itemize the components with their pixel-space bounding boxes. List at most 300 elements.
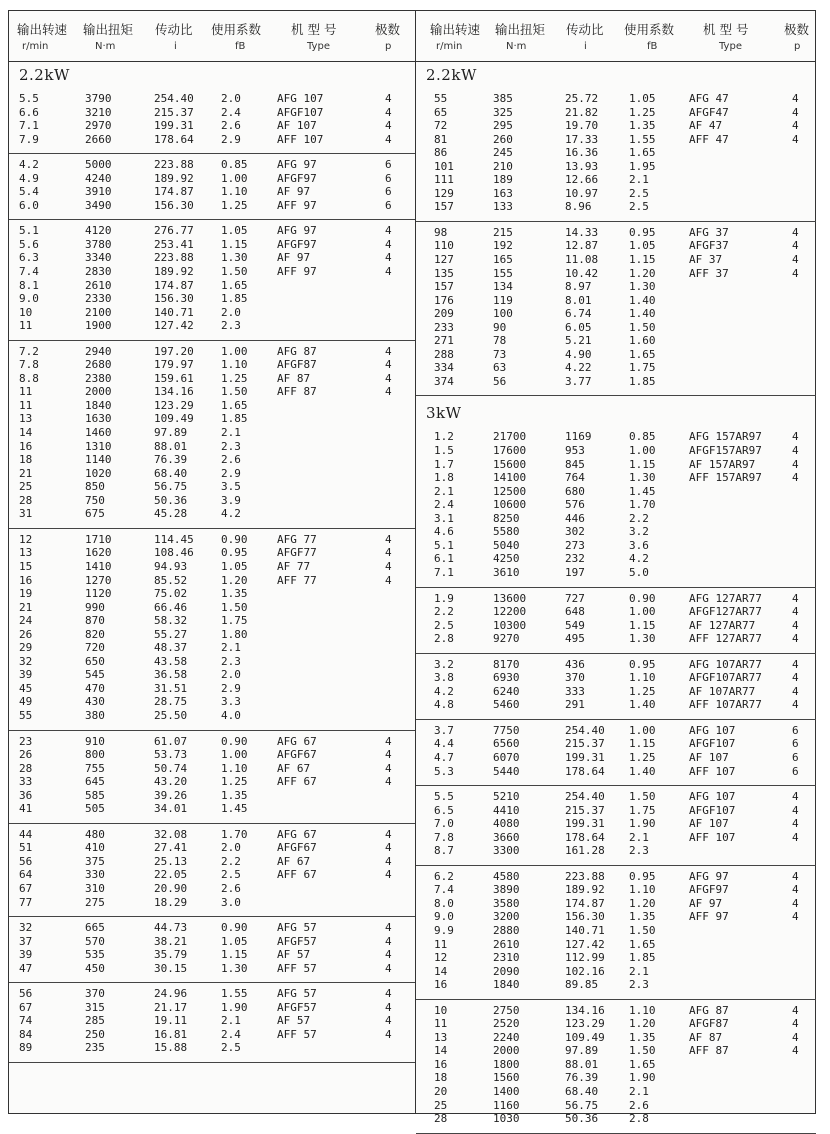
factor-cell: 2.9 [221, 466, 241, 480]
ratio-cell: 127.42 [565, 937, 605, 951]
torque-cell: 990 [85, 600, 105, 614]
ratio-cell: 94.93 [154, 559, 188, 573]
factor-cell: 1.20 [629, 266, 656, 280]
factor-cell: 0.90 [221, 921, 248, 935]
ratio-cell: 6.05 [565, 320, 592, 334]
torque-cell: 4120 [85, 224, 112, 238]
table-row [9, 655, 415, 669]
torque-cell: 2330 [85, 292, 112, 306]
table-row [9, 735, 415, 749]
factor-cell: 1.35 [629, 1030, 656, 1044]
speed-cell: 6.6 [19, 105, 39, 119]
speed-cell: 127 [434, 253, 454, 267]
table-row [9, 628, 415, 642]
type-cell: AFG 107AR77 [689, 657, 762, 671]
speed-cell: 9.9 [434, 923, 454, 937]
factor-cell: 1.15 [221, 237, 248, 251]
ratio-cell: 22.05 [154, 868, 188, 882]
table-row [9, 507, 415, 521]
table-row [9, 453, 415, 467]
ratio-cell: 16.36 [565, 146, 599, 160]
type-cell: AF 107AR77 [689, 684, 756, 698]
ratio-cell: 370 [565, 671, 585, 685]
factor-cell: 2.1 [629, 1085, 649, 1098]
factor-cell: 0.90 [629, 591, 656, 605]
ratio-cell: 273 [565, 538, 585, 552]
speed-cell: 18 [19, 453, 33, 467]
type-cell: AFF 57 [277, 1027, 317, 1041]
speed-cell: 49 [19, 695, 33, 709]
header-type: 机 型 号 [703, 22, 749, 37]
pole-cell: 4 [792, 896, 799, 910]
factor-cell: 1.85 [629, 951, 656, 965]
table-group [416, 1000, 816, 1134]
speed-cell: 4.8 [434, 698, 454, 712]
torque-cell: 245 [493, 146, 513, 160]
torque-cell: 165 [493, 253, 513, 267]
torque-cell: 3210 [85, 105, 112, 119]
pole-cell: 4 [792, 253, 799, 267]
speed-cell: 39 [19, 668, 33, 682]
ratio-cell: 12.66 [565, 173, 599, 187]
ratio-cell: 123.29 [154, 398, 194, 412]
header-speed: 输出转速 [17, 22, 68, 37]
pole-cell: 4 [792, 239, 799, 253]
speed-cell: 7.2 [19, 344, 39, 358]
speed-cell: 6.5 [434, 803, 454, 817]
type-cell: AFGF47 [689, 105, 729, 119]
speed-cell: 4.4 [434, 737, 454, 751]
speed-cell: 6.1 [434, 552, 454, 566]
speed-cell: 1.5 [434, 444, 454, 458]
speed-cell: 374 [434, 374, 454, 388]
table-row [416, 965, 816, 979]
torque-cell: 2970 [85, 119, 112, 133]
type-cell: AFG 87 [689, 1003, 729, 1017]
type-cell: AFG 97 [277, 158, 317, 172]
torque-cell: 215 [493, 225, 513, 239]
speed-cell: 12 [434, 951, 448, 965]
table-group [416, 786, 816, 866]
torque-cell: 210 [493, 159, 513, 173]
ratio-cell: 134.16 [565, 1003, 605, 1017]
ratio-cell: 764 [565, 471, 585, 485]
torque-cell: 3790 [85, 92, 112, 105]
pole-cell: 4 [792, 225, 799, 239]
table-row [416, 280, 816, 294]
torque-cell: 1840 [85, 398, 112, 412]
speed-cell: 271 [434, 334, 454, 348]
ratio-cell: 30.15 [154, 961, 188, 975]
pole-cell: 6 [385, 158, 392, 172]
table-row [9, 251, 415, 265]
speed-cell: 15 [19, 559, 33, 573]
pole-cell: 4 [385, 761, 392, 775]
table-row [416, 951, 816, 965]
torque-cell: 585 [85, 788, 105, 802]
torque-cell: 15600 [493, 457, 527, 471]
table-row [9, 682, 415, 696]
factor-cell: 1.05 [221, 224, 248, 238]
torque-cell: 2680 [85, 358, 112, 372]
table-row [9, 695, 415, 709]
ratio-cell: 156.30 [565, 910, 605, 924]
table-row [416, 525, 816, 539]
speed-cell: 4.2 [19, 158, 39, 172]
ratio-cell: 108.46 [154, 546, 194, 560]
speed-cell: 18 [434, 1071, 448, 1085]
torque-cell: 192 [493, 239, 513, 253]
factor-cell: 2.0 [221, 305, 241, 319]
speed-cell: 29 [19, 641, 33, 655]
ratio-cell: 10.97 [565, 186, 599, 200]
table-row [9, 279, 415, 293]
table-row [416, 307, 816, 321]
table-row [9, 158, 415, 172]
ratio-cell: 5.21 [565, 334, 592, 348]
speed-cell: 101 [434, 159, 454, 173]
table-row [416, 1004, 816, 1018]
ratio-cell: 3.77 [565, 374, 592, 388]
table-group [9, 341, 415, 529]
speed-cell: 14 [19, 426, 33, 440]
type-cell: AFGF107 [689, 737, 736, 751]
ratio-cell: 35.79 [154, 948, 188, 962]
type-cell: AFGF107AR77 [689, 671, 762, 685]
type-cell: AFF 97 [689, 910, 729, 924]
factor-cell: 2.6 [221, 119, 241, 133]
ratio-cell: 276.77 [154, 224, 194, 238]
factor-cell: 1.50 [221, 265, 248, 279]
type-cell: AFG 47 [689, 92, 729, 105]
type-cell: AF 57 [277, 1014, 311, 1028]
pole-cell: 4 [385, 775, 392, 789]
pole-cell: 6 [792, 737, 799, 751]
torque-cell: 14100 [493, 471, 527, 485]
table-row [9, 614, 415, 628]
ratio-cell: 174.87 [565, 896, 605, 910]
table-group [9, 529, 415, 731]
table-row [416, 1085, 816, 1099]
ratio-cell: 134.16 [154, 385, 194, 399]
torque-cell: 1160 [493, 1098, 520, 1112]
pole-cell: 4 [385, 119, 392, 133]
table-row [9, 841, 415, 855]
ratio-cell: 50.74 [154, 761, 188, 775]
torque-cell: 3490 [85, 198, 112, 212]
table-row [416, 361, 816, 375]
torque-cell: 260 [493, 132, 513, 146]
torque-cell: 1120 [85, 587, 112, 601]
ratio-cell: 76.39 [565, 1071, 599, 1085]
type-cell: AFF 97 [277, 198, 317, 212]
torque-cell: 73 [493, 347, 507, 361]
ratio-cell: 114.45 [154, 532, 194, 546]
table-row [416, 348, 816, 362]
ratio-cell: 174.87 [154, 278, 194, 292]
torque-cell: 4080 [493, 817, 520, 831]
pole-cell: 4 [385, 532, 392, 546]
torque-cell: 720 [85, 641, 105, 655]
table-row [9, 92, 415, 106]
torque-cell: 5000 [85, 158, 112, 172]
ratio-cell: 14.33 [565, 225, 599, 239]
header-factor: 使用系数 [624, 22, 675, 37]
type-cell: AFGF57 [277, 1000, 317, 1014]
factor-cell: 2.3 [629, 844, 649, 858]
table-row [416, 200, 816, 214]
factor-cell: 1.40 [629, 293, 656, 307]
ratio-cell: 953 [565, 444, 585, 458]
table-row [416, 831, 816, 845]
torque-cell: 285 [85, 1014, 105, 1028]
speed-cell: 5.5 [434, 790, 454, 804]
speed-cell: 20 [434, 1085, 448, 1098]
factor-cell: 3.2 [629, 525, 649, 539]
type-cell: AF 97 [277, 251, 311, 265]
ratio-cell: 199.31 [565, 817, 605, 831]
speed-cell: 86 [434, 146, 448, 160]
table-row [416, 632, 816, 646]
speed-cell: 5.1 [434, 538, 454, 552]
pole-cell: 4 [385, 92, 392, 105]
ratio-cell: 97.89 [565, 1044, 599, 1058]
header-torque-unit: N·m [95, 41, 116, 52]
speed-cell: 2.8 [434, 632, 454, 646]
speed-cell: 98 [434, 225, 448, 239]
factor-cell: 1.00 [629, 605, 656, 619]
type-cell: AFGF67 [277, 841, 317, 855]
speed-cell: 8.1 [19, 278, 39, 292]
pole-cell: 4 [792, 1044, 799, 1058]
pole-cell: 4 [792, 430, 799, 444]
torque-cell: 4580 [493, 869, 520, 883]
ratio-cell: 25.50 [154, 708, 188, 722]
speed-cell: 7.0 [434, 817, 454, 831]
pole-cell: 4 [792, 869, 799, 883]
table-row [416, 267, 816, 281]
factor-cell: 2.6 [629, 1098, 649, 1112]
speed-cell: 67 [19, 1000, 33, 1014]
factor-cell: 2.3 [221, 319, 241, 333]
factor-cell: 1.85 [221, 292, 248, 306]
factor-cell: 1.10 [629, 883, 656, 897]
table-row [416, 375, 816, 389]
header-speed-unit: r/min [436, 41, 463, 52]
ratio-cell: 727 [565, 591, 585, 605]
factor-cell: 2.9 [221, 132, 241, 146]
type-cell: AFF 107 [689, 830, 736, 844]
pole-cell: 4 [385, 344, 392, 358]
torque-cell: 1410 [85, 559, 112, 573]
type-cell: AFF 157AR97 [689, 471, 762, 485]
factor-cell: 1.15 [629, 737, 656, 751]
speed-cell: 176 [434, 293, 454, 307]
power-heading: 3kW [426, 404, 462, 423]
ratio-cell: 199.31 [565, 750, 605, 764]
factor-cell: 1.95 [629, 159, 656, 173]
speed-cell: 32 [19, 654, 33, 668]
torque-cell: 2750 [493, 1003, 520, 1017]
pole-cell: 4 [792, 803, 799, 817]
torque-cell: 90 [493, 320, 507, 334]
torque-cell: 10600 [493, 498, 527, 512]
table-row [9, 133, 415, 147]
pole-cell: 4 [385, 265, 392, 279]
ratio-cell: 140.71 [154, 305, 194, 319]
factor-cell: 0.95 [629, 657, 656, 671]
table-row [416, 1031, 816, 1045]
ratio-cell: 109.49 [565, 1030, 605, 1044]
pole-cell: 4 [385, 251, 392, 265]
ratio-cell: 11.08 [565, 253, 599, 267]
pole-cell: 4 [385, 105, 392, 119]
factor-cell: 1.25 [221, 775, 248, 789]
ratio-cell: 68.40 [154, 466, 188, 480]
speed-cell: 13 [434, 1030, 448, 1044]
table-group [9, 154, 415, 220]
pole-cell: 4 [792, 132, 799, 146]
torque-cell: 675 [85, 507, 105, 521]
type-cell: AF 67 [277, 854, 311, 868]
pole-cell: 4 [792, 266, 799, 280]
table-row [9, 172, 415, 186]
torque-cell: 4250 [493, 552, 520, 566]
table-row [9, 709, 415, 723]
speed-cell: 233 [434, 320, 454, 334]
torque-cell: 2520 [493, 1017, 520, 1031]
table-row [9, 292, 415, 306]
type-cell: AFGF97 [689, 883, 729, 897]
torque-cell: 3200 [493, 910, 520, 924]
speed-cell: 4.9 [19, 171, 39, 185]
speed-cell: 110 [434, 239, 454, 253]
factor-cell: 1.30 [629, 280, 656, 294]
factor-cell: 1.50 [221, 600, 248, 614]
factor-cell: 2.1 [629, 173, 649, 187]
table-row [9, 948, 415, 962]
type-cell: AFGF127AR77 [689, 605, 762, 619]
ratio-cell: 845 [565, 457, 585, 471]
torque-cell: 650 [85, 654, 105, 668]
torque-cell: 3660 [493, 830, 520, 844]
speed-cell: 6.3 [19, 251, 39, 265]
ratio-cell: 20.90 [154, 881, 188, 895]
table-row [416, 897, 816, 911]
table-row [9, 265, 415, 279]
ratio-cell: 189.92 [154, 171, 194, 185]
factor-cell: 4.2 [221, 507, 241, 521]
speed-cell: 28 [19, 761, 33, 775]
pole-cell: 4 [792, 684, 799, 698]
torque-cell: 470 [85, 681, 105, 695]
factor-cell: 1.10 [221, 358, 248, 372]
type-cell: AFG 37 [689, 225, 729, 239]
left-groups [9, 88, 415, 1063]
torque-cell: 3610 [493, 565, 520, 579]
speed-cell: 14 [434, 1044, 448, 1058]
torque-cell: 250 [85, 1027, 105, 1041]
factor-cell: 2.9 [221, 681, 241, 695]
header-type-en: Type [719, 41, 742, 52]
factor-cell: 2.5 [629, 200, 649, 214]
type-cell: AFG 77 [277, 532, 317, 546]
factor-cell: 1.35 [629, 119, 656, 133]
table-row [416, 592, 816, 606]
speed-cell: 3.8 [434, 671, 454, 685]
factor-cell: 1.65 [629, 1057, 656, 1071]
factor-cell: 1.40 [629, 764, 656, 778]
table-row [9, 199, 415, 213]
type-cell: AFF 107AR77 [689, 698, 762, 712]
table-row [416, 119, 816, 133]
table-row [416, 817, 816, 831]
speed-cell: 37 [19, 934, 33, 948]
table-row [416, 485, 816, 499]
ratio-cell: 197.20 [154, 344, 194, 358]
ratio-cell: 549 [565, 618, 585, 632]
speed-cell: 55 [434, 92, 448, 105]
table-row [416, 1058, 816, 1072]
torque-cell: 119 [493, 293, 513, 307]
torque-cell: 1310 [85, 439, 112, 453]
torque-cell: 310 [85, 881, 105, 895]
type-cell: AFGF77 [277, 546, 317, 560]
table-row [9, 921, 415, 935]
factor-cell: 1.85 [629, 374, 656, 388]
type-cell: AFGF97 [277, 237, 317, 251]
table-group [9, 88, 415, 154]
torque-cell: 1020 [85, 466, 112, 480]
table-row [9, 185, 415, 199]
factor-cell: 1.65 [629, 347, 656, 361]
ratio-cell: 156.30 [154, 198, 194, 212]
torque-cell: 2660 [85, 132, 112, 146]
pole-cell: 4 [792, 657, 799, 671]
type-cell: AF 107 [277, 119, 317, 133]
table-row [9, 868, 415, 882]
type-cell: AFF 107 [277, 132, 324, 146]
torque-cell: 1800 [493, 1057, 520, 1071]
torque-cell: 430 [85, 695, 105, 709]
pole-cell: 4 [792, 92, 799, 105]
ratio-cell: 178.64 [565, 830, 605, 844]
speed-cell: 7.8 [19, 358, 39, 372]
torque-cell: 10300 [493, 618, 527, 632]
table-row [9, 412, 415, 426]
speed-cell: 7.4 [19, 265, 39, 279]
speed-cell: 44 [19, 827, 33, 841]
ratio-cell: 223.88 [565, 869, 605, 883]
factor-cell: 0.95 [221, 546, 248, 560]
factor-cell: 1.50 [629, 1044, 656, 1058]
pole-cell: 4 [385, 559, 392, 573]
factor-cell: 2.0 [221, 668, 241, 682]
ratio-cell: 36.58 [154, 668, 188, 682]
torque-cell: 3300 [493, 844, 520, 858]
type-cell: AF 77 [277, 559, 311, 573]
table-row [416, 334, 816, 348]
torque-cell: 5440 [493, 764, 520, 778]
speed-cell: 13 [19, 546, 33, 560]
ratio-cell: 1169 [565, 430, 592, 444]
pole-cell: 4 [385, 961, 392, 975]
ratio-cell: 45.28 [154, 507, 188, 521]
factor-cell: 1.50 [629, 790, 656, 804]
pole-cell: 4 [385, 748, 392, 762]
factor-cell: 2.4 [221, 105, 241, 119]
torque-cell: 5040 [493, 538, 520, 552]
